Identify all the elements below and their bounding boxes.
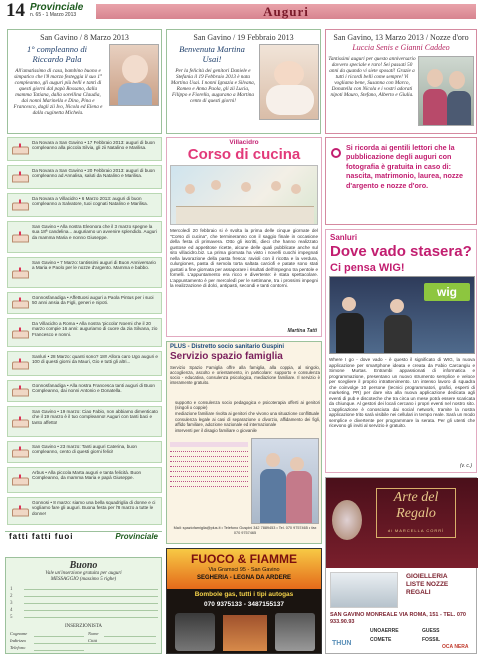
message-line-3[interactable]	[24, 603, 158, 604]
cooking-article	[166, 137, 322, 337]
fuoco-line-3: Bombole gas, tutti i tipi autogas	[194, 591, 294, 598]
brand-fossil: FOSSIL	[422, 637, 441, 643]
greeting-item	[7, 406, 162, 437]
article-body: Mercoledì 20 febbraio si è svolta la prima delle cinque giornate del "Corso di cucina", che termineranno con il saggio finale in occasione della festa di primavera. Otto gli iscritti, dieci che hanno realizzato gustose ed appetitose ricette, alcune delle quali pubblicate anche sul sito villacidro.biz. La prima giornata ha visto i novelli cuochi impegnati nella lavorazione della pasta fresca: ravioli con il ricotta e la verdura, culurgiones, pasta di semola torta saltata carciofi e patate sono stati gustati a fine giornata per assaporare i risultati dell'impegno tra pentole e fornelli. L'appuntamento era ricco e divertente: è stata spettacolare. L'appuntamento è per mercoledì per le settimane, tra i prossimi impegni la realizzazione di dolci, antipasti, secondi e tanti contorni.	[170, 228, 318, 288]
greeting-text: Da Novara a Villacidro • 6 Marzo 2013: auguri di buon compleanno a Salvatore, tuoi cognati Natalino e Marilisa.	[32, 196, 148, 207]
message-line-2[interactable]	[24, 596, 158, 597]
fuoco-title: FUOCO & FIAMME	[191, 552, 297, 566]
card-date: San Gavino, 13 Marzo 2013 / Nozze d'oro	[333, 33, 469, 42]
page-number: 14	[6, 0, 25, 21]
arte-tag-3: REGALI	[406, 589, 431, 596]
greeting-item	[7, 318, 162, 347]
publication-name: Provinciale	[30, 2, 84, 13]
card-body: Tantissimi auguri per questo anniversario davvero speciale e raro! Sei passati 50 anni da quando vi siete sposati! Grazie a tutti i ricordi belli come sempre! Vi vogliamo bene, Susanna con Marco, Donatella con Nicola e i vostri adorati nipoti Mauro, Stefano, Alberto e Giulia.	[328, 56, 416, 98]
card-date: San Gavino / 8 Marzo 2013	[40, 33, 129, 42]
coupon-subtitle: Vale un'inserzione gratuita per auguri	[45, 571, 122, 576]
greeting-item	[7, 137, 162, 161]
wig-location: Sanluri	[330, 233, 358, 242]
birth-card-martina	[166, 29, 321, 134]
family-services-ad	[166, 341, 322, 544]
couple-photo	[418, 56, 474, 126]
coupon-form: Buono Vale un'inserzione gratuita per auguri MESSAGGIO (massimo 5 righe) 1 2 3 4 5 INSERZIONISTA Cognome Indirizzo Telefono Nome Città	[5, 557, 162, 654]
brand-thun: THUN	[332, 640, 352, 647]
plus-contacts: Mail: spaziofamiglia@plus.it • Telefono Guspini 342 7889453 • Tel. 070 9757465 • fax 070 9757465	[173, 526, 317, 535]
greeting-text: San Gavino • Alla nostra Eleonora che il 3 marzo spegne la sua 18ª candelina... auguriamo un avvenire splendido. Auguri da mamma Maria e nonno Giuseppe.	[32, 224, 157, 240]
newborn-photo	[259, 44, 319, 120]
jewelry-image	[330, 572, 398, 608]
plus-bullet-3: consulenza legale ai casi di separazione o divorzio, affidamento dei figli, affido familiare, adozione nazionale ed internazionale	[175, 417, 320, 427]
message-line-4[interactable]	[24, 610, 158, 611]
brand-guess: GUESS	[422, 628, 440, 634]
address-input[interactable]	[34, 643, 156, 644]
greeting-text: Gonnosfanadiga • Alla nostra Francesca tanti auguri di Buon Compleanno, dai nonni Antonio e Donatella.	[32, 383, 155, 394]
surname-input[interactable]	[34, 636, 84, 637]
free-publication-notice	[325, 137, 477, 225]
issue-line: n. 65 - 1 Marzo 2013	[30, 12, 77, 18]
greeting-text: San Gavino • 23 marzo: Tanti auguri Caterina, buon compleanno, cento di questi giorni felici!	[32, 444, 137, 455]
card-body: All'amatissimo di casa, bambino buono e simpatico che l'8 marzo festeggia il suo 1° compleanno, gli auguri più belli e tanti di questi giorni dal papà Rossano, dalla mamma Tatiana, dalla sorellina Claudia, dai nonni Marinella e Dino, Pina e Francesco, dagli zii Ivo, Nicola ed Elena e dalla cuginetta Michela.	[13, 68, 103, 116]
notice-text: Si ricorda ai gentili lettori che la pubblicazione degli auguri con fotografia è gratuita in caso di: nascita, matrimonio, laurea, nozze d'argento e nozze d'oro.	[346, 143, 464, 190]
cake-icon	[12, 144, 29, 155]
cake-icon	[12, 267, 29, 278]
stove-image	[275, 613, 315, 651]
fuoco-phone: 070 9375133 - 3487155137	[204, 601, 284, 608]
cake-icon	[12, 506, 29, 517]
brand-comete: COMETE	[370, 637, 392, 643]
family-photo	[251, 438, 319, 524]
cake-icon	[12, 232, 29, 243]
cooking-photo	[170, 165, 318, 225]
article-title: Corso di cucina	[187, 146, 301, 163]
plus-bullet-4: interventi per il disagio familiare o giovanile	[175, 428, 257, 433]
wig-article	[325, 229, 477, 473]
plus-title: Servizio spazio famiglia	[170, 351, 283, 362]
brand-unoaerre: UNOAERRE	[370, 628, 399, 634]
greeting-item	[7, 497, 162, 525]
greeting-text: Gonnosfanadiga • Affettuosi auguri a Paola Pintus per i suoi 50 anni ansia da Figli, generi e nipoti.	[32, 295, 154, 306]
card-body: Per la felicità dei genitori Daniele e Stefania il 19 Febbraio 2013 è nata Martina Usai. I nonni Ignazia e Silvana, Romeo e Anna Paola, gli zii Lucia, Filippo e Fiorella, augurano a Martina cento di questi giorni!	[170, 68, 256, 104]
advertiser-label: INSERZIONISTA	[64, 624, 103, 629]
arte-byline: di MARCELLA CORRÌ	[387, 528, 445, 533]
arte-tag-1: GIOIELLERIA	[406, 573, 448, 580]
fuoco-line-2: SEGHERIA - LEGNA DA ARDERE	[196, 575, 292, 581]
message-line-1[interactable]	[24, 589, 158, 590]
baby-photo	[109, 44, 159, 106]
field-surname: Cognome	[10, 631, 28, 636]
greeting-item	[7, 221, 162, 253]
plus-bullet-1: supporto e consulenza socio pedagogica e psicoterapia offerti ai genitori (singoli o coppie)	[175, 400, 320, 410]
plus-intro: Servizio Spazio Famiglia offre alla famiglia, alla coppia, al singolo, accoglienza, ascolto e orientamento, in particolare: supporto e consulenza socio - educativa, consulenza psicologica, mediazione familiare. Il servizio è interamente gratuito.	[170, 365, 320, 385]
greeting-item	[7, 441, 162, 463]
brand-logos	[330, 628, 474, 652]
gas-bottle-image	[175, 613, 215, 651]
phone-input[interactable]	[34, 650, 84, 651]
field-city: Città	[88, 638, 98, 643]
wig-body: Where I go - dove vado - è questo il significato di WIG, la nuova applicazione per smartphone ideata e creata da Fabio Carcangiu e Simone Murtas. Entrambi appassionati di informatica e programmazione, presentano un nuovo strumento semplice e veloce per scegliere il proprio intrattenimento. Un intenso lavoro di squadra che coinvolge 10 persone (tecnici programmatori, grafici, esperti di marketing, PR) per dare vita alla nuova applicazione dedicata agli eventi di pub e discoteche che tra circa un mese potrà essere scaricata da chiunque. Al gestori dei locali cercano i propri eventi nel nostro sito. L'applicazione è conosciuta dai social network, tramite la nostra applicazione trito sarà visibile nei cellulari in tempo reale. Sarà un modo semplice e divertente per programmare la serata. Per gli utenti che ricevono gli inviti al servizio è gratuito.	[329, 357, 475, 428]
fuoco-line-1: Via Gramsci 95 - San Gavino	[208, 567, 280, 573]
greeting-text: Gonnosi • 8 marzo: siamo una bella squadriglia di donne e ci vogliamo fare gli auguri. Buona festa per l'8 marzo a tutte le donne!	[32, 500, 156, 516]
anniversary-card	[325, 29, 477, 134]
field-name: Nome	[88, 631, 99, 636]
plus-bullet-2: mediazione familiare rivolta ai genitori che vivono una situazione conflittuale	[175, 411, 320, 416]
card-date: San Gavino / 19 Febbraio 2013	[193, 33, 294, 42]
card-title: Luccia Senis e Gianni Caddeo	[352, 43, 450, 52]
wig-photo: wig	[329, 276, 475, 354]
footer-logo: Provinciale	[115, 532, 158, 541]
page-header	[0, 0, 482, 22]
greeting-text: Da Villacidro a Roma • Alla nostra 'piccola' Noemi che il 20 marzo compie 16 anni: auguriamo di cuore da zia Silvana, zio Francesco e nonni.	[32, 321, 158, 337]
card-title: 1° compleanno di Riccardo Pala	[26, 44, 88, 64]
wig-subtitle: Ci pensa WIG!	[330, 262, 405, 274]
article-author: Martina Tatti	[287, 328, 317, 334]
arte-tag-2: LISTE NOZZE	[406, 581, 449, 588]
greeting-item	[7, 257, 162, 288]
greeting-item	[7, 351, 162, 376]
arte-title: Arte del Regalo	[393, 490, 439, 521]
field-address: Indirizzo	[10, 638, 27, 643]
greeting-item	[7, 467, 162, 493]
cake-icon	[12, 172, 29, 183]
greeting-item	[7, 193, 162, 217]
card-title: Benvenuta Martina Usai!	[179, 44, 245, 64]
greeting-text: San Gavino • 7 Marzo: tantissimi auguri di Buon Anniversario a Maria e Paolo per le nozze d'argento. Mamma e babbo.	[32, 260, 156, 271]
birthday-card-riccardo	[7, 29, 162, 134]
section-title: Auguri	[263, 4, 309, 19]
greeting-item	[7, 292, 162, 314]
greeting-text: San Gavino • 19 marzo: Ciao Fabio, non abbiamo dimenticato che il 19 marzo è il tuo compleanno! Auguri con tanti baci e tanto affetto!	[32, 409, 158, 425]
coupon-title: Buono	[69, 560, 98, 571]
coupon-message-label: MESSAGGIO (massimo 5 righe)	[50, 577, 117, 582]
greeting-text: Da Novara a San Gavino • 17 Febbraio 2013: auguri di buon compleanno alla piccola Silvia, gli zii Natalino e Marilisa.	[32, 140, 155, 151]
cake-icon	[12, 200, 29, 211]
plus-schedule	[170, 442, 248, 522]
cake-icon	[12, 475, 29, 486]
notice-icon	[331, 148, 341, 158]
greeting-item	[7, 380, 162, 402]
field-phone: Telefono	[10, 645, 26, 650]
cake-icon	[12, 298, 29, 309]
arte-address: SAN GAVINO MONREALE VIA ROMA, 151 - TEL. 070 933.90.93	[330, 612, 466, 625]
arte-del-regalo-ad	[325, 477, 477, 654]
plus-header: PLUS - Distretto socio sanitario Guspini	[170, 344, 285, 350]
footer-slogan: fatti fatti fuoi	[9, 532, 74, 541]
message-line-5[interactable]	[24, 617, 158, 618]
fuoco-fiamme-ad	[166, 548, 322, 654]
gift-image	[332, 500, 362, 540]
greeting-text: Da Novara a San Gavino • 20 Febbraio 2013: auguri di buon compleanno ad Annalisa, saluti da Natalino e Marilisa.	[32, 168, 155, 179]
wig-author: (v. c.)	[459, 463, 472, 469]
cake-icon	[12, 447, 29, 458]
cake-icon	[12, 358, 29, 369]
brand-oca-nera: OCA NERA	[442, 644, 469, 650]
footer-strip	[5, 531, 162, 542]
wig-title: Dove vado stasera?	[330, 243, 472, 260]
greeting-text: Arbus • Alla piccola Marta auguri e tanta felicità. Buon Compleanno, da mamma Maria e papà Giuseppe.	[32, 470, 142, 481]
cake-icon	[12, 386, 29, 397]
cake-icon	[12, 327, 29, 338]
article-location: Villacidro	[229, 139, 259, 146]
firewood-image	[223, 615, 267, 651]
cake-icon	[12, 416, 29, 427]
name-input[interactable]	[104, 636, 156, 637]
greeting-item	[7, 165, 162, 189]
greeting-text: Sanluri • 28 Marzo: quanti sono? 18!! Allora caro Ugo auguri e 100 di questi giorni da Mauri, Gio e tutti gli altri...	[32, 354, 158, 365]
